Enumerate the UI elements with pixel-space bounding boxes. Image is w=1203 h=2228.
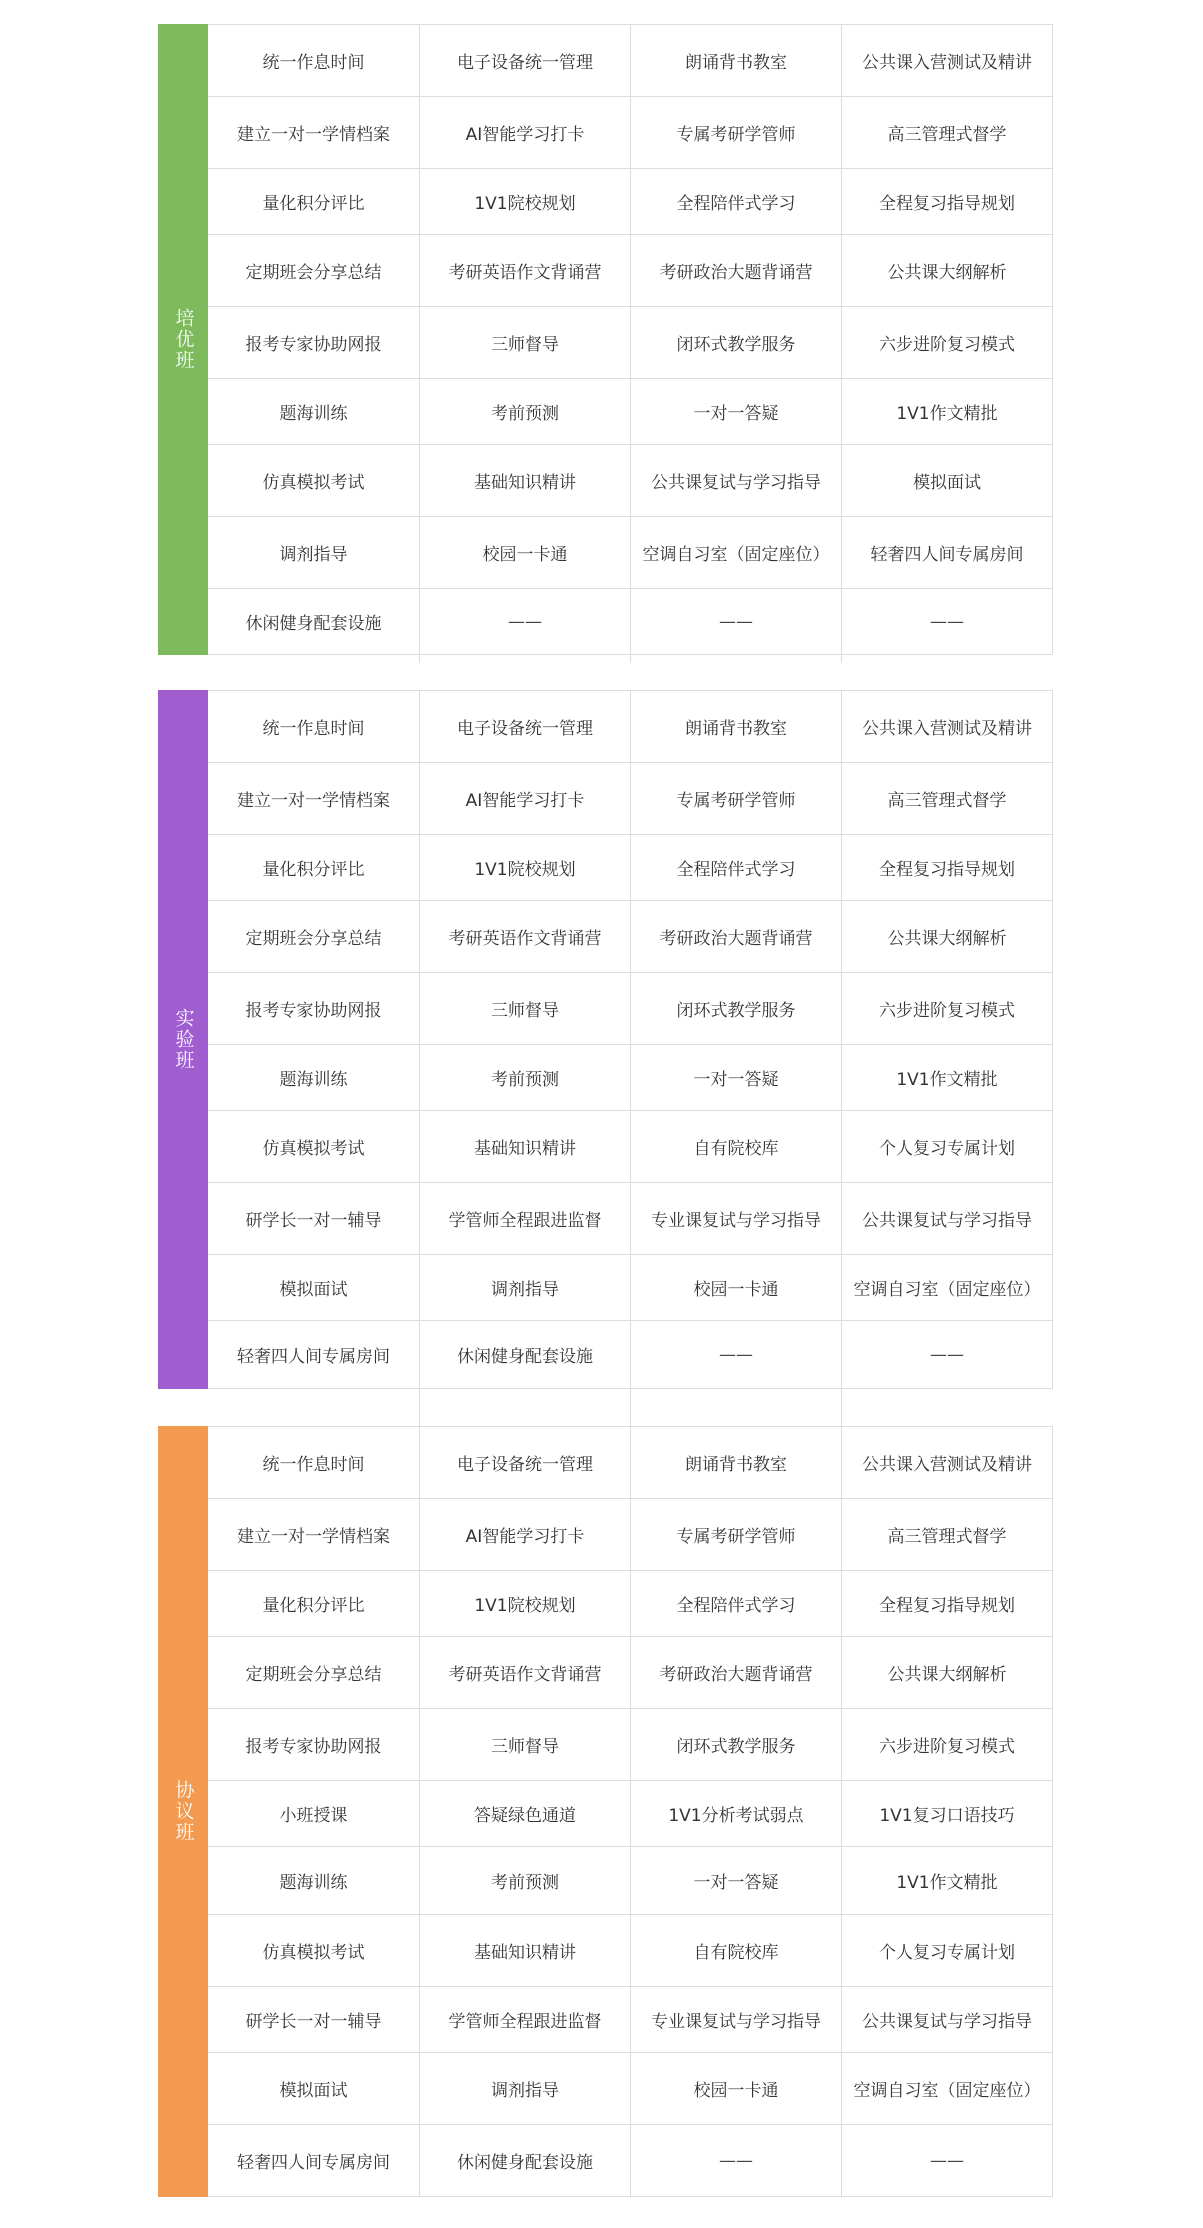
feature-cell: 调剂指导 xyxy=(279,545,348,565)
feature-cell: 三师督导 xyxy=(419,1709,630,1780)
feature-cell: 全程复习指导规划 xyxy=(841,169,1052,234)
class-label: 实验班 xyxy=(172,1008,195,1071)
feature-cell: 朗诵背书教室 xyxy=(630,25,841,96)
feature-grid xyxy=(208,24,1053,655)
feature-cell: 量化积分评比 xyxy=(262,194,365,214)
table-row xyxy=(208,901,1052,973)
feature-cell: 三师督导 xyxy=(419,973,630,1044)
feature-cell: 公共课复试与学习指导 xyxy=(841,1183,1052,1254)
feature-cell: 轻奢四人间专属房间 xyxy=(841,517,1052,588)
table-row xyxy=(208,1111,1052,1183)
table-row xyxy=(208,1847,1052,1915)
feature-cell: 全程复习指导规划 xyxy=(841,835,1052,900)
feature-cell: 仿真模拟考试 xyxy=(262,1139,365,1159)
feature-cell: 个人复习专属计划 xyxy=(841,1111,1052,1182)
feature-cell: 校园一卡通 xyxy=(630,1255,841,1320)
table-row xyxy=(208,307,1052,379)
table-row xyxy=(208,1709,1052,1781)
feature-cell: 校园一卡通 xyxy=(630,2053,841,2124)
feature-cell: 统一作息时间 xyxy=(262,53,365,73)
feature-cell: 闭环式教学服务 xyxy=(630,973,841,1044)
table-row xyxy=(208,1499,1052,1571)
class-label-bar xyxy=(158,24,208,655)
feature-cell: 朗诵背书教室 xyxy=(630,691,841,762)
feature-cell: 专属考研学管师 xyxy=(630,763,841,834)
class-section-peiyou xyxy=(158,24,1052,655)
feature-cell: 公共课入营测试及精讲 xyxy=(841,1427,1052,1498)
feature-cell: 电子设备统一管理 xyxy=(419,25,630,96)
feature-cell: 调剂指导 xyxy=(419,1255,630,1320)
feature-cell: 量化积分评比 xyxy=(262,1596,365,1616)
table-row xyxy=(208,1427,1052,1499)
feature-cell: 空调自习室（固定座位） xyxy=(841,2053,1052,2124)
feature-cell: 一对一答疑 xyxy=(630,379,841,444)
feature-cell: 建立一对一学情档案 xyxy=(237,1527,390,1547)
feature-cell: 统一作息时间 xyxy=(262,719,365,739)
feature-cell: 个人复习专属计划 xyxy=(841,1915,1052,1986)
class-label: 培优班 xyxy=(172,308,195,371)
feature-cell: 学管师全程跟进监督 xyxy=(419,1987,630,2052)
table-row xyxy=(208,835,1052,901)
feature-cell: 模拟面试 xyxy=(279,2081,348,2101)
feature-cell: 专属考研学管师 xyxy=(630,97,841,168)
class-label-bar xyxy=(158,1426,208,2197)
feature-cell: 六步进阶复习模式 xyxy=(841,307,1052,378)
feature-cell: AI智能学习打卡 xyxy=(419,1499,630,1570)
empty-cell-dash: —— xyxy=(841,1321,1052,1388)
feature-cell: 1V1作文精批 xyxy=(841,1045,1052,1110)
feature-cell: 自有院校库 xyxy=(630,1111,841,1182)
feature-cell: 高三管理式督学 xyxy=(841,763,1052,834)
feature-cell: 自有院校库 xyxy=(630,1915,841,1986)
table-row xyxy=(208,97,1052,169)
table-row xyxy=(208,1045,1052,1111)
table-row xyxy=(208,1183,1052,1255)
class-label-bar xyxy=(158,690,208,1389)
feature-cell: 题海训练 xyxy=(279,1873,348,1893)
feature-cell: 基础知识精讲 xyxy=(419,445,630,516)
empty-cell-dash: —— xyxy=(630,1321,841,1388)
feature-cell: 建立一对一学情档案 xyxy=(237,791,390,811)
feature-cell: 公共课大纲解析 xyxy=(841,901,1052,972)
feature-cell: 定期班会分享总结 xyxy=(245,929,382,949)
feature-cell: 基础知识精讲 xyxy=(419,1111,630,1182)
feature-cell: 考前预测 xyxy=(419,1045,630,1110)
feature-cell: 空调自习室（固定座位） xyxy=(841,1255,1052,1320)
feature-cell: 专属考研学管师 xyxy=(630,1499,841,1570)
table-row xyxy=(208,1781,1052,1847)
empty-cell-dash: —— xyxy=(630,589,841,654)
class-section-xieyi xyxy=(158,1426,1052,2197)
feature-cell: 公共课复试与学习指导 xyxy=(630,445,841,516)
table-row xyxy=(208,691,1052,763)
table-row xyxy=(208,379,1052,445)
feature-cell: 一对一答疑 xyxy=(630,1045,841,1110)
feature-cell: 高三管理式督学 xyxy=(841,97,1052,168)
grid-divider xyxy=(630,655,631,663)
feature-cell: 1V1院校规划 xyxy=(419,1571,630,1636)
feature-cell: 考研英语作文背诵营 xyxy=(419,235,630,306)
table-row xyxy=(208,1915,1052,1987)
feature-cell: 朗诵背书教室 xyxy=(630,1427,841,1498)
class-section-shiyan xyxy=(158,690,1052,1389)
feature-cell: 答疑绿色通道 xyxy=(419,1781,630,1846)
feature-cell: 公共课大纲解析 xyxy=(841,1637,1052,1708)
feature-cell: 一对一答疑 xyxy=(630,1847,841,1914)
grid-divider xyxy=(841,1384,842,1426)
feature-cell: 定期班会分享总结 xyxy=(245,1665,382,1685)
grid-divider xyxy=(630,1384,631,1426)
feature-cell: 专业课复试与学习指导 xyxy=(630,1183,841,1254)
feature-cell: AI智能学习打卡 xyxy=(419,97,630,168)
feature-cell: 专业课复试与学习指导 xyxy=(630,1987,841,2052)
feature-cell: 轻奢四人间专属房间 xyxy=(237,2153,390,2173)
feature-cell: 休闲健身配套设施 xyxy=(245,614,382,634)
feature-cell: 考研政治大题背诵营 xyxy=(630,235,841,306)
feature-cell: 1V1分析考试弱点 xyxy=(630,1781,841,1846)
feature-cell: 建立一对一学情档案 xyxy=(237,125,390,145)
feature-cell: 调剂指导 xyxy=(419,2053,630,2124)
feature-cell: 校园一卡通 xyxy=(419,517,630,588)
feature-cell: 轻奢四人间专属房间 xyxy=(237,1347,390,1367)
feature-cell: 模拟面试 xyxy=(841,445,1052,516)
feature-cell: 1V1院校规划 xyxy=(419,169,630,234)
table-row xyxy=(208,1637,1052,1709)
feature-cell: 三师督导 xyxy=(419,307,630,378)
feature-cell: 考研英语作文背诵营 xyxy=(419,1637,630,1708)
table-row xyxy=(208,235,1052,307)
empty-cell-dash: —— xyxy=(841,2125,1052,2196)
feature-cell: 公共课入营测试及精讲 xyxy=(841,25,1052,96)
table-row xyxy=(208,973,1052,1045)
feature-cell: 考研英语作文背诵营 xyxy=(419,901,630,972)
feature-cell: 量化积分评比 xyxy=(262,860,365,880)
grid-divider xyxy=(841,655,842,663)
class-label: 协议班 xyxy=(172,1780,195,1843)
feature-cell: 公共课入营测试及精讲 xyxy=(841,691,1052,762)
feature-cell: 闭环式教学服务 xyxy=(630,307,841,378)
grid-divider xyxy=(419,1384,420,1426)
table-row xyxy=(208,2125,1052,2197)
feature-grid xyxy=(208,690,1053,1389)
feature-cell: 全程陪伴式学习 xyxy=(630,835,841,900)
feature-cell: 六步进阶复习模式 xyxy=(841,973,1052,1044)
empty-cell-dash: —— xyxy=(419,589,630,654)
table-row xyxy=(208,517,1052,589)
feature-cell: 1V1院校规划 xyxy=(419,835,630,900)
table-row xyxy=(208,1321,1052,1389)
feature-cell: 模拟面试 xyxy=(279,1280,348,1300)
table-row xyxy=(208,169,1052,235)
table-row xyxy=(208,589,1052,655)
feature-cell: 仿真模拟考试 xyxy=(262,473,365,493)
feature-cell: 报考专家协助网报 xyxy=(245,1001,382,1021)
feature-cell: 基础知识精讲 xyxy=(419,1915,630,1986)
feature-cell: 公共课大纲解析 xyxy=(841,235,1052,306)
table-row xyxy=(208,445,1052,517)
feature-cell: 全程陪伴式学习 xyxy=(630,1571,841,1636)
table-row xyxy=(208,1987,1052,2053)
feature-cell: 电子设备统一管理 xyxy=(419,691,630,762)
feature-cell: 1V1作文精批 xyxy=(841,379,1052,444)
feature-cell: 考前预测 xyxy=(419,379,630,444)
table-row xyxy=(208,763,1052,835)
feature-cell: 小班授课 xyxy=(279,1806,348,1826)
feature-cell: 定期班会分享总结 xyxy=(245,263,382,283)
feature-cell: 题海训练 xyxy=(279,1070,348,1090)
table-row xyxy=(208,1571,1052,1637)
empty-cell-dash: —— xyxy=(630,2125,841,2196)
feature-cell: 考研政治大题背诵营 xyxy=(630,1637,841,1708)
feature-cell: 1V1作文精批 xyxy=(841,1847,1052,1914)
table-row xyxy=(208,2053,1052,2125)
empty-cell-dash: —— xyxy=(841,589,1052,654)
feature-cell: 研学长一对一辅导 xyxy=(245,2012,382,2032)
feature-cell: 闭环式教学服务 xyxy=(630,1709,841,1780)
feature-cell: 空调自习室（固定座位） xyxy=(630,517,841,588)
feature-cell: 题海训练 xyxy=(279,404,348,424)
feature-cell: 全程复习指导规划 xyxy=(841,1571,1052,1636)
feature-cell: 全程陪伴式学习 xyxy=(630,169,841,234)
feature-cell: 考研政治大题背诵营 xyxy=(630,901,841,972)
feature-cell: 学管师全程跟进监督 xyxy=(419,1183,630,1254)
feature-cell: 考前预测 xyxy=(419,1847,630,1914)
feature-cell: 1V1复习口语技巧 xyxy=(841,1781,1052,1846)
feature-grid xyxy=(208,1426,1053,2197)
feature-cell: 研学长一对一辅导 xyxy=(245,1211,382,1231)
feature-cell: 高三管理式督学 xyxy=(841,1499,1052,1570)
table-row xyxy=(208,1255,1052,1321)
feature-cell: AI智能学习打卡 xyxy=(419,763,630,834)
feature-cell: 报考专家协助网报 xyxy=(245,335,382,355)
feature-cell: 六步进阶复习模式 xyxy=(841,1709,1052,1780)
feature-cell: 休闲健身配套设施 xyxy=(419,2125,630,2196)
feature-cell: 电子设备统一管理 xyxy=(419,1427,630,1498)
feature-cell: 报考专家协助网报 xyxy=(245,1737,382,1757)
grid-divider xyxy=(419,655,420,663)
feature-cell: 统一作息时间 xyxy=(262,1455,365,1475)
feature-cell: 公共课复试与学习指导 xyxy=(841,1987,1052,2052)
feature-cell: 休闲健身配套设施 xyxy=(419,1321,630,1388)
feature-cell: 仿真模拟考试 xyxy=(262,1943,365,1963)
table-row xyxy=(208,25,1052,97)
